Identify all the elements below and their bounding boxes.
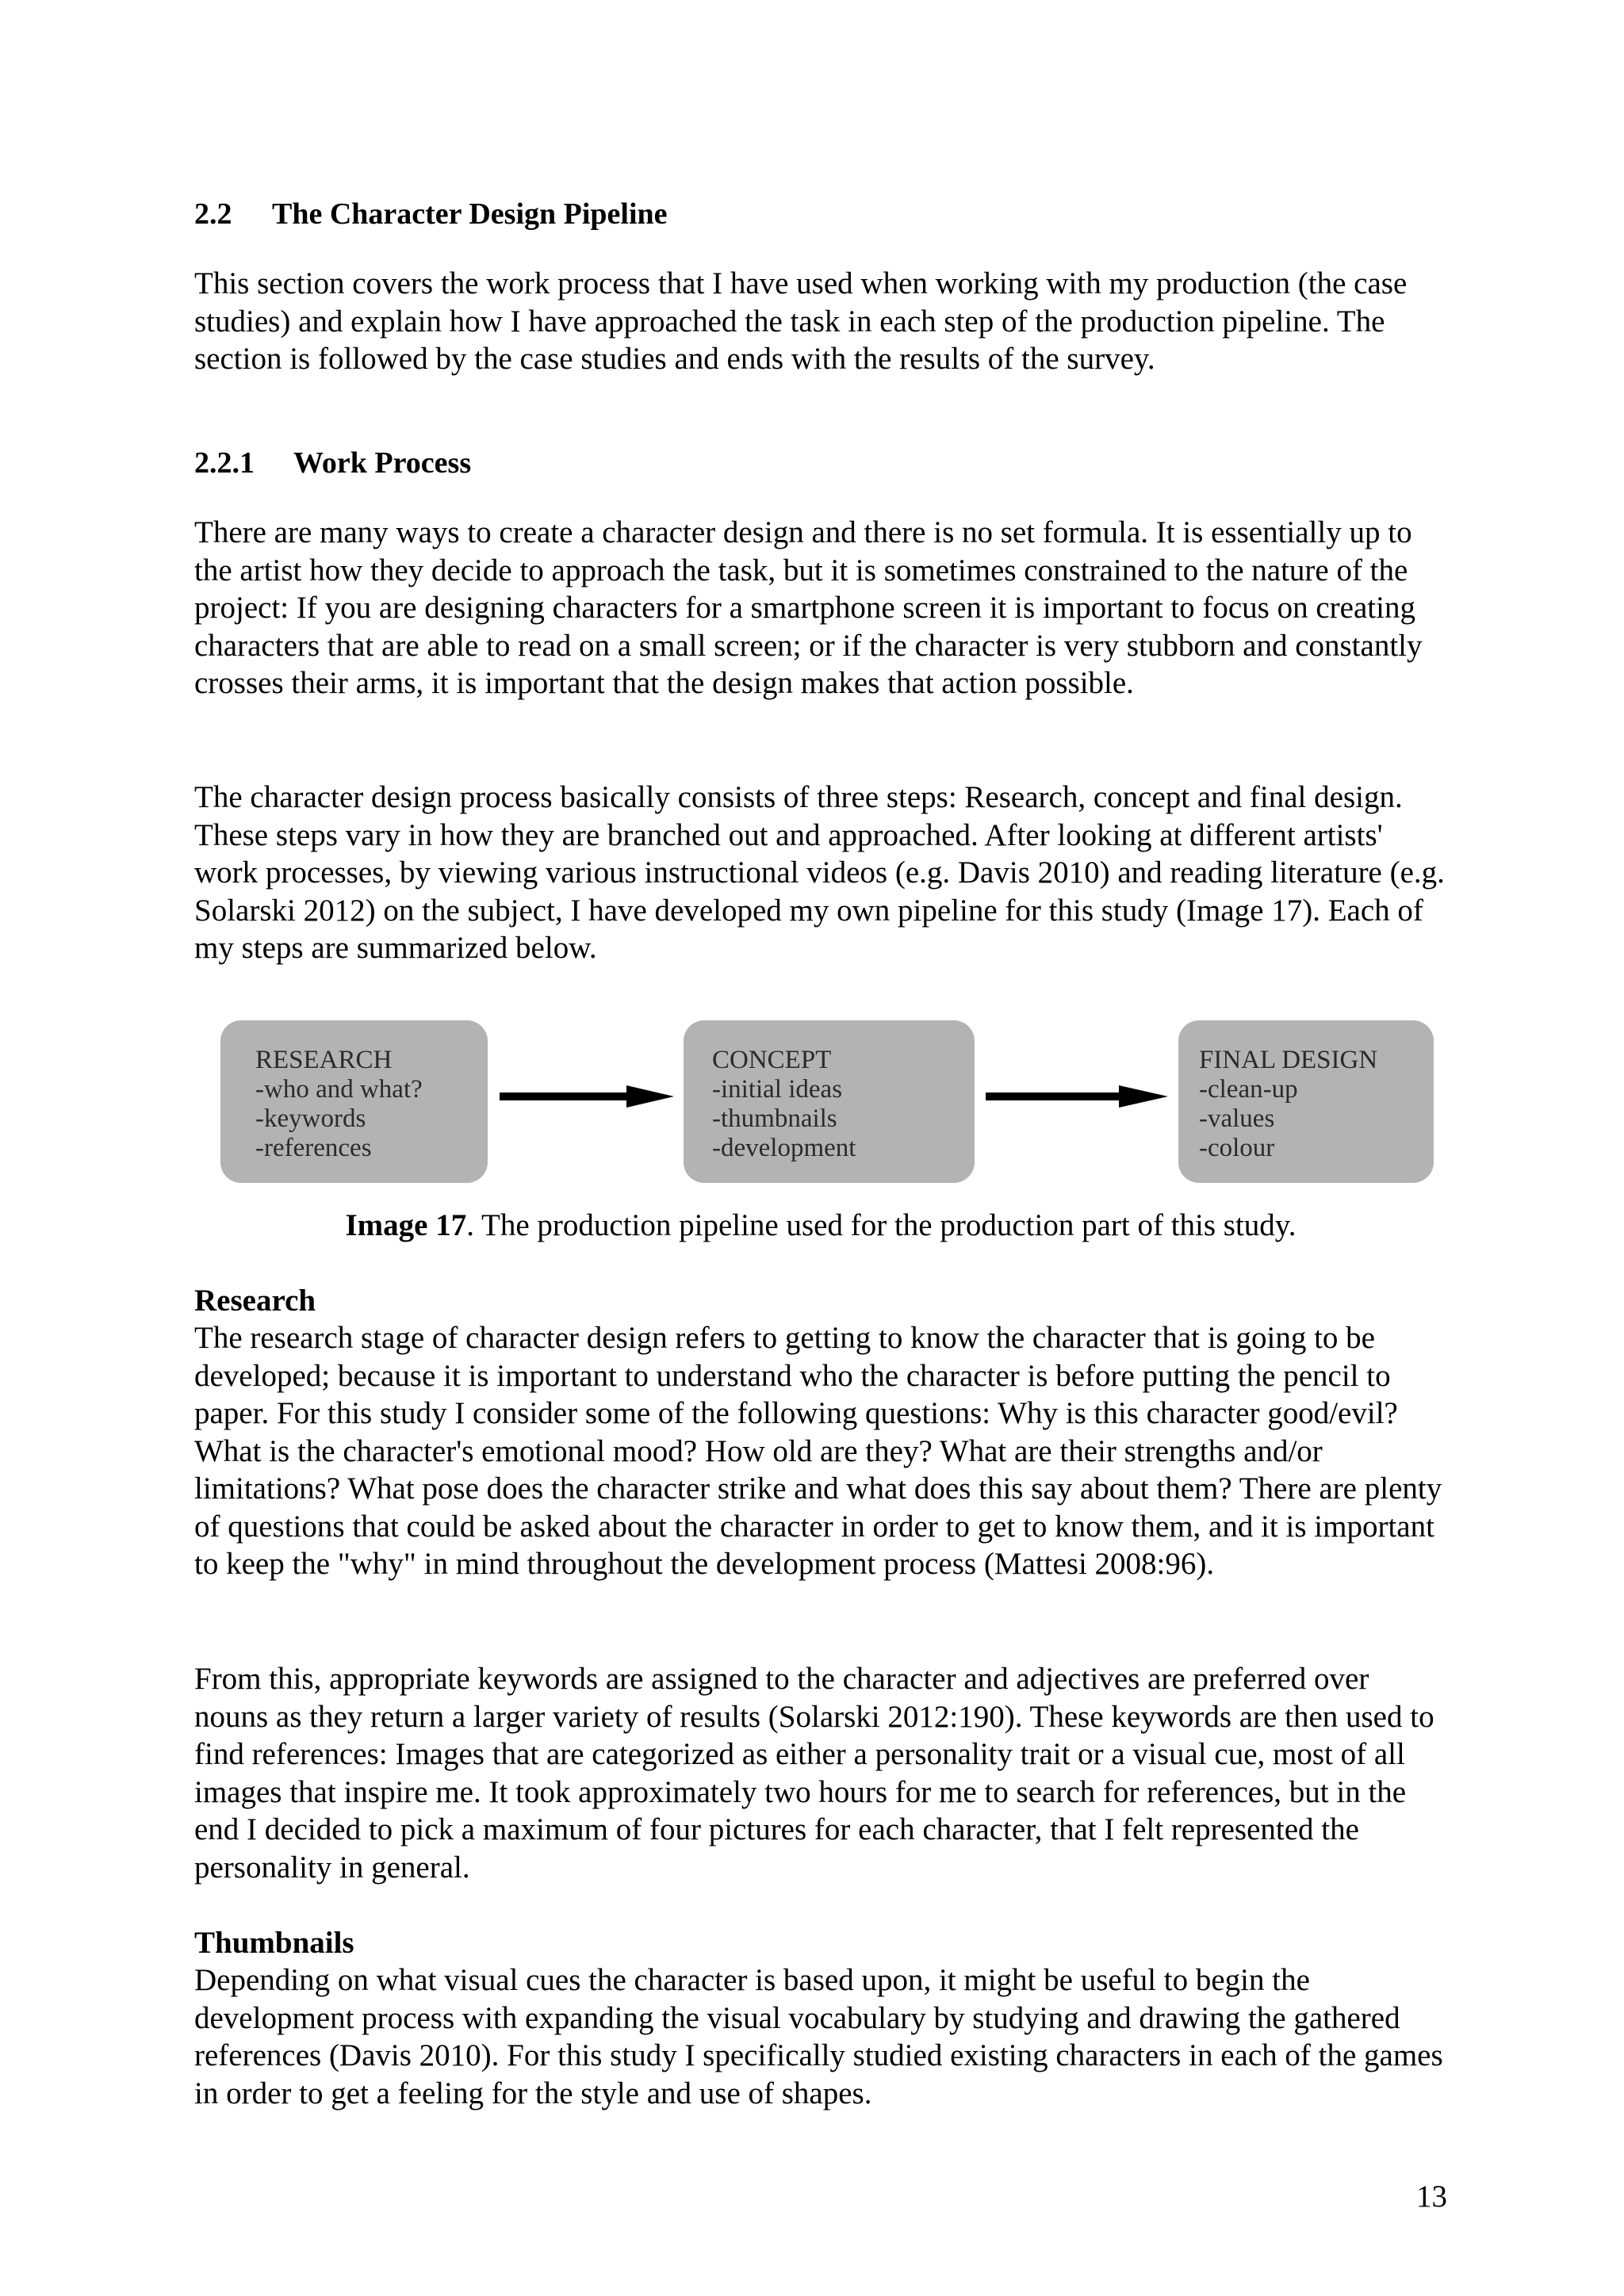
thumbnails-heading: Thumbnails — [194, 1926, 354, 1960]
subsection-title: Work Process — [293, 446, 472, 480]
stage-item: -who and what? — [255, 1075, 423, 1104]
stage-item: -keywords — [255, 1104, 366, 1133]
stage-item: -thumbnails — [712, 1104, 837, 1133]
stage-title: CONCEPT — [712, 1046, 832, 1074]
stage-title: FINAL DESIGN — [1199, 1046, 1378, 1074]
figure-caption — [194, 1207, 1447, 1245]
caption-text: . The production pipeline used for the production part of this study. — [466, 1208, 1297, 1242]
work-process-paragraph-1: There are many ways to create a character design and there is no set formula. It is essentially up to the artist how they decide to approach the task, but it is sometimes constrained to the nature of the project: If you are designing characters for a smartphone screen it is important to focus on creating characters that are able to read on a small screen; or if the character is very stubborn and constantly crosses their arms, it is important that the design makes that action possible. — [194, 515, 1423, 700]
stage-item: -initial ideas — [712, 1075, 843, 1104]
stage-item: -references — [255, 1134, 372, 1162]
page-number: 13 — [1416, 2179, 1447, 2214]
thumbnails-paragraph: Depending on what visual cues the character is based upon, it might be useful to begin the development process with expanding the visual vocabulary by studying and drawing the gathered references (Davis 2010). For this study I specifically studied existing characters in each of the games in order to get a feeling for the style and use of shapes. — [194, 1963, 1443, 2110]
section-intro-paragraph: This section covers the work process that I have used when working with my production (the case studies) and explain how I have approached the task in each step of the production pipeline. The section is followed by the case studies and ends with the results of the survey. — [194, 266, 1408, 376]
stage-title: RESEARCH — [255, 1046, 393, 1074]
arrow-right-icon — [986, 1082, 1168, 1111]
stage-item: -values — [1199, 1104, 1275, 1133]
pipeline-stage-research — [220, 1020, 488, 1183]
stage-item: -clean-up — [1199, 1075, 1298, 1104]
research-paragraph-2: From this, appropriate keywords are assigned to the character and adjectives are preferred over nouns as they return a larger variety of results (Solarski 2012:190). These keywords are then used to find references: Images that are categorized as either a personality trait or a visual cue, most of all images that inspire me. It took approximately two hours for me to search for references, but in the end I decided to pick a maximum of four pictures for each character, that I felt represented the personality in general. — [194, 1662, 1434, 1885]
section-title: The Character Design Pipeline — [272, 197, 668, 231]
stage-item: -colour — [1199, 1134, 1275, 1162]
research-paragraph-1: The research stage of character design refers to getting to know the character that is going to be developed; because it is important to understand who the character is before putting the pencil to paper. For this study I consider some of the following questions: Why is this character good/evil? What is the character's emotional mood? How old are they? What are their strengths and/or limitations? What pose does the character strike and what does this say about them? There are plenty of questions that could be asked about the character in order to get to know them, and it is important to keep the "why" in mind throughout the development process (Mattesi 2008:96). — [194, 1321, 1442, 1581]
subsection-heading — [194, 444, 471, 482]
pipeline-stage-concept — [684, 1020, 975, 1183]
research-heading: Research — [194, 1284, 316, 1318]
caption-label: Image 17 — [345, 1208, 467, 1242]
arrow-right-icon — [500, 1082, 674, 1111]
pipeline-stage-final-design — [1178, 1020, 1434, 1183]
section-number: 2.2 — [194, 197, 232, 231]
work-process-paragraph-2: The character design process basically consists of three steps: Research, concept and final design. These steps vary in how they are branched out and approached. After looking at different artists' work processes, by viewing various instructional videos (e.g. Davis 2010) and reading literature (e.g. Solarski 2012) on the subject, I have developed my own pipeline for this study (Image 17). Each of my steps are summarized below. — [194, 780, 1445, 965]
subsection-number: 2.2.1 — [194, 446, 255, 480]
stage-item: -development — [712, 1134, 856, 1162]
pipeline-diagram — [220, 1020, 1434, 1183]
section-heading — [194, 195, 668, 233]
